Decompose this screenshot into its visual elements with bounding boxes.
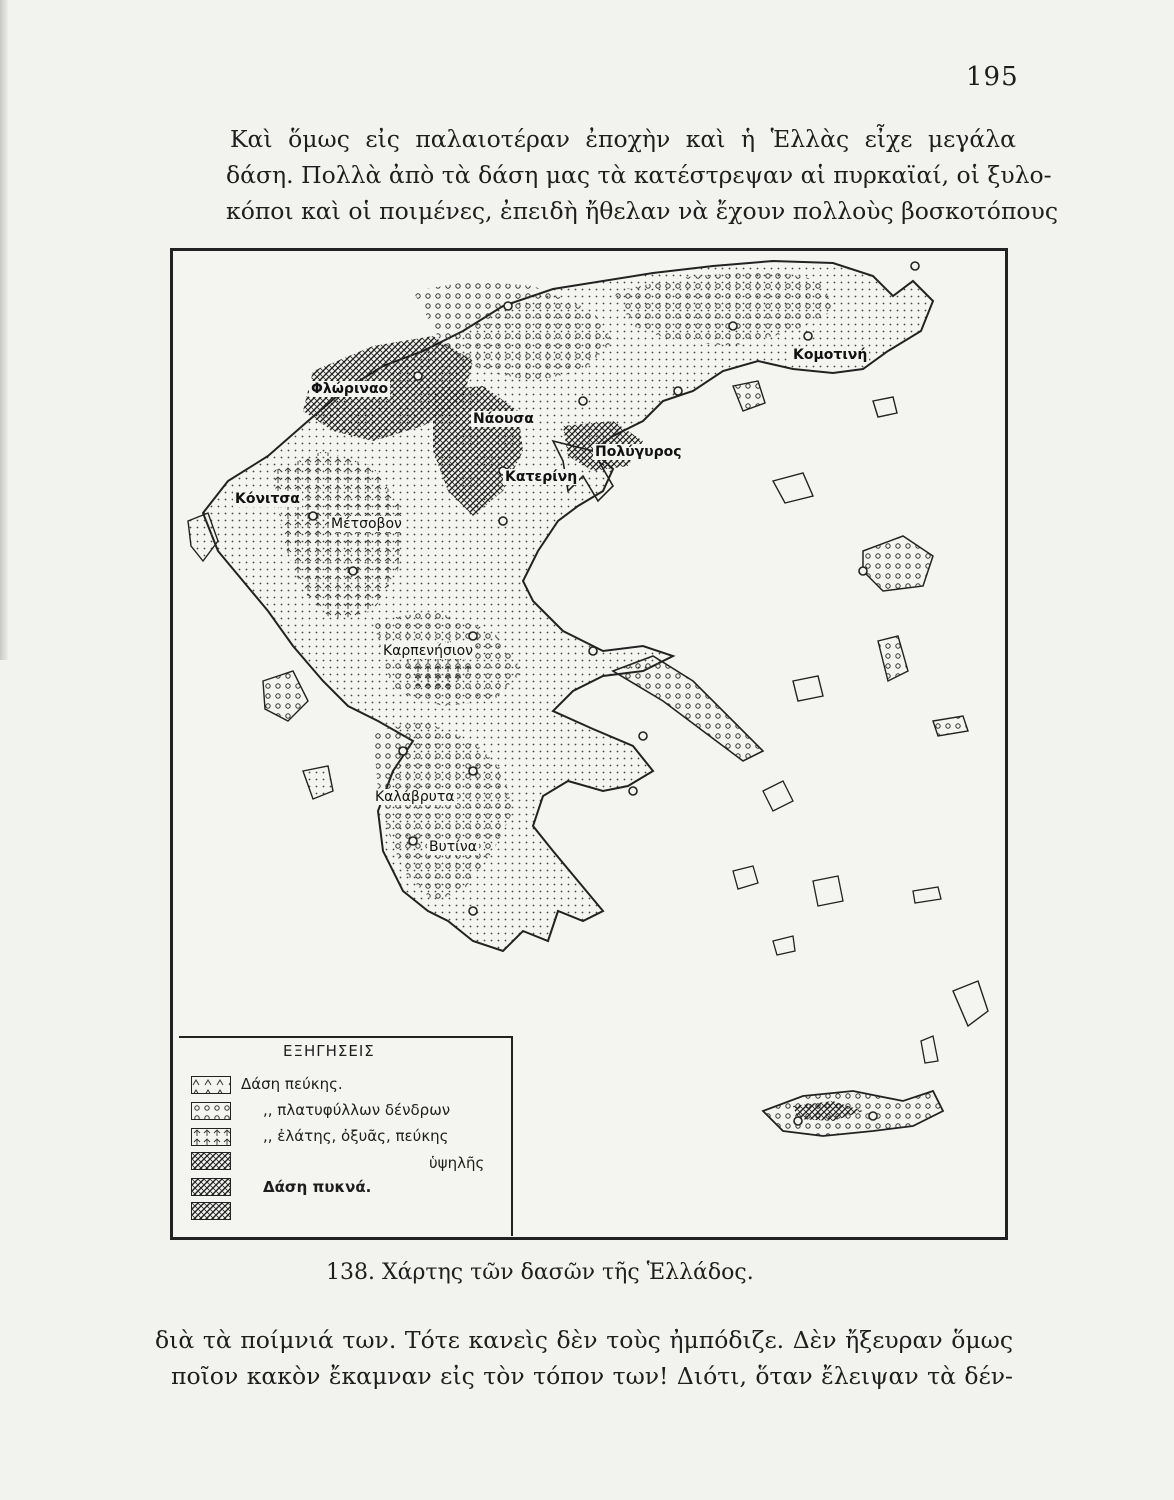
legend-text: Δάση πυκνά. <box>263 1178 372 1196</box>
legend-text: ὑψηλῆς <box>429 1154 485 1172</box>
samos-outline <box>933 716 968 736</box>
map-label-florina: Φλώριναο <box>311 381 389 397</box>
dense-pattern-swatch <box>191 1202 231 1220</box>
map-label-katerini: Κατερίνη <box>505 469 578 485</box>
body-text-top <box>226 121 1058 229</box>
andros-outline <box>763 781 793 811</box>
cycladic-island <box>773 936 795 955</box>
map-label-konitsa: Κόνιτσα <box>235 491 300 507</box>
samothrace-outline <box>873 397 897 417</box>
kefalonia-outline <box>263 671 308 721</box>
page-number: 195 <box>966 62 1019 92</box>
forest-map-figure <box>170 248 1008 1240</box>
legend-text: ,, πλατυφύλλων δένδρων <box>263 1101 451 1119</box>
figure-caption: 138. Χάρτης τῶν δασῶν τῆς Ἑλλάδος. <box>326 1260 754 1285</box>
map-label-metsovo: Μέτσοβον <box>331 516 402 532</box>
text-line: ποῖον κακὸν ἔκαμναν εἰς τὸν τόπον των! Διότι, ὅταν ἔλειψαν τὰ δέν- <box>171 1362 1013 1390</box>
map-label-naousa: Νάουσα <box>473 411 534 427</box>
rhodes-outline <box>953 981 988 1026</box>
fir-pattern-swatch <box>191 1128 231 1146</box>
cycladic-island <box>733 866 758 889</box>
lemnos-outline <box>773 473 813 503</box>
chios-outline <box>878 636 908 681</box>
karpathos-outline <box>921 1036 938 1063</box>
map-label-polygyros: Πολύγυρος <box>595 444 682 460</box>
legend-title: ΕΞΗΓΗΣΕΙΣ <box>283 1042 375 1060</box>
euboea-outline <box>613 656 763 761</box>
zakynthos-outline <box>303 766 333 799</box>
map-label-komotini: Κομοτινή <box>793 347 868 363</box>
skyros-outline <box>793 676 823 701</box>
scan-margin-shadow <box>0 0 8 660</box>
map-label-vytina: Βυτίνα <box>429 839 477 855</box>
map-label-karpenisi: Καρπενήσιον <box>383 643 473 659</box>
text-line: διὰ τὰ ποίμνιά των. Τότε κανεὶς δὲν τοὺς ἠμπόδιζε. Δὲν ἤξευραν ὅμως <box>155 1326 1013 1354</box>
broadleaf-pattern-swatch <box>191 1102 231 1120</box>
map-legend <box>179 1036 513 1236</box>
kos-outline <box>913 887 941 903</box>
text-line: Καὶ ὅμως εἰς παλαιοτέραν ἐποχὴν καὶ ἡ Ἑλλὰς εἶχε μεγάλα <box>230 125 1016 153</box>
dense-pattern-swatch <box>191 1152 231 1170</box>
text-line: δάση. Πολλὰ ἀπὸ τὰ δάση μας τὰ κατέστρεψαν αἱ πυρκαϊαί, οἱ ξυλο- <box>226 161 1052 189</box>
text-line: κόποι καὶ οἱ ποιμένες, ἐπειδὴ ἤθελαν νὰ ἔχουν πολλοὺς βοσκοτόπους <box>226 197 1058 225</box>
dense-pattern-swatch <box>191 1178 231 1196</box>
lesvos-outline <box>863 536 933 591</box>
pine-pattern-swatch <box>191 1076 231 1094</box>
map-label-kalavryta: Καλάβρυτα <box>375 789 455 805</box>
body-text-bottom <box>155 1322 1013 1394</box>
legend-text: ,, ἐλάτης, ὀξυᾶς, πεύκης <box>263 1127 449 1145</box>
thasos-outline <box>733 381 765 411</box>
naxos-outline <box>813 876 843 906</box>
legend-text: Δάση πεύκης. <box>241 1075 343 1093</box>
